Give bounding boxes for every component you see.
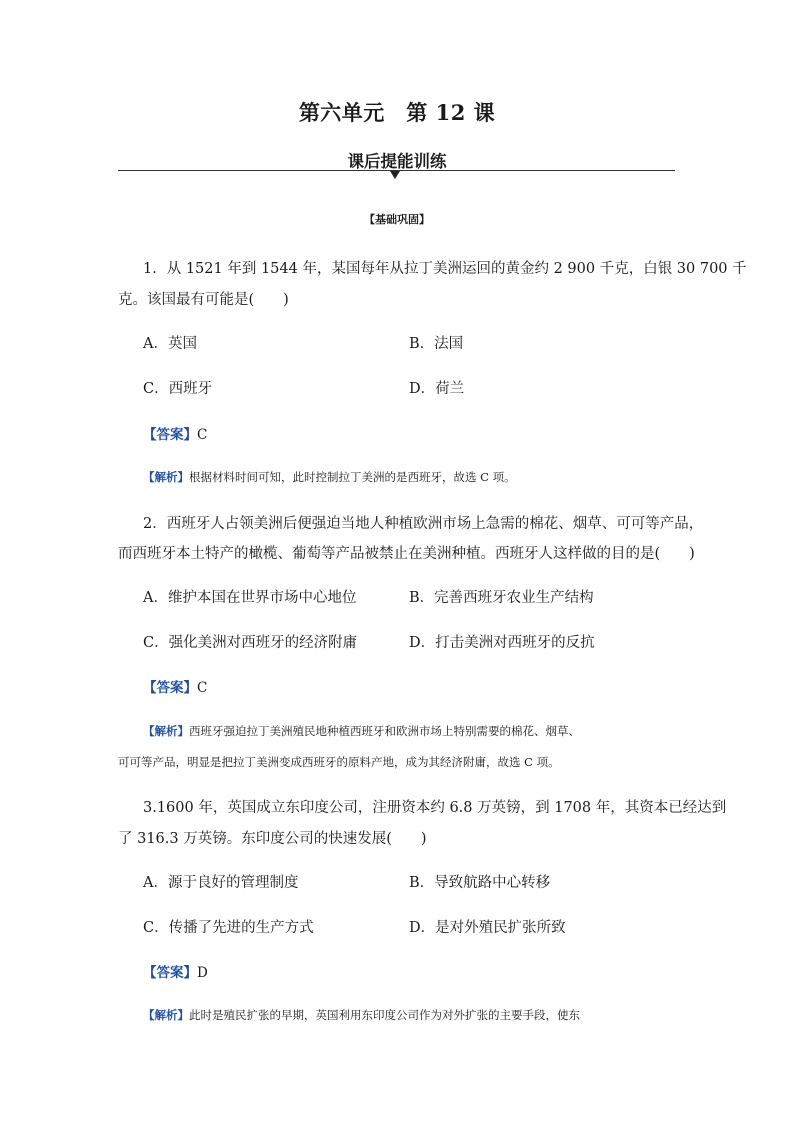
question-1-stem-line-1: 1．从 1521 年到 1544 年，某国每年从拉丁美洲运回的黄金约 2 900 千克，白银 30 700 千 <box>143 261 747 277</box>
question-3-analysis-line-1 <box>143 1007 580 1023</box>
question-1-analysis <box>143 469 516 485</box>
question-3-stem-line-1: 3.1600 年，英国成立东印度公司，注册资本约 6.8 万英镑，到 1708 年，其资本已经达到 <box>143 800 727 816</box>
analysis-text: 西班牙强迫拉丁美洲殖民地种植西班牙和欧洲市场上特别需要的棉花、烟草、 <box>189 724 580 738</box>
question-2-option-a: A．维护本国在世界市场中心地位 <box>143 590 357 606</box>
analysis-text: 根据材料时间可知，此时控制拉丁美洲的是西班牙，故选 C 项。 <box>189 470 516 484</box>
analysis-text: 此时是殖民扩张的早期，英国利用东印度公司作为对外扩张的主要手段，使东 <box>189 1008 580 1022</box>
question-2-stem-line-2: 而西班牙本土特产的橄榄、葡萄等产品被禁止在美洲种植。西班牙人这样做的目的是( ) <box>118 546 695 562</box>
question-2-option-c: C．强化美洲对西班牙的经济附庸 <box>143 635 358 651</box>
question-3-answer <box>143 961 208 981</box>
question-3-option-c: C．传播了先进的生产方式 <box>143 920 314 936</box>
analysis-label: 【解析】 <box>143 470 189 484</box>
question-2-analysis-line-2: 可可等产品，明显是把拉丁美洲变成西班牙的原料产地，成为其经济附庸，故选 C 项。 <box>118 755 560 769</box>
analysis-label: 【解析】 <box>143 1008 189 1022</box>
question-1-option-c: C．西班牙 <box>143 381 213 397</box>
question-2-stem-line-1: 2．西班牙人占领美洲后便强迫当地人种植欧洲市场上急需的棉花、烟草、可可等产品， <box>143 516 704 532</box>
answer-label: 【答案】 <box>143 680 197 696</box>
question-3-option-b: B．导致航路中心转移 <box>409 875 551 891</box>
section-heading: 【基础巩固】 <box>364 213 430 226</box>
answer-value: C <box>197 680 208 696</box>
question-2-option-d: D．打击美洲对西班牙的反抗 <box>409 635 595 651</box>
question-3-option-a: A．源于良好的管理制度 <box>143 875 299 891</box>
question-2-analysis-line-1 <box>143 723 580 739</box>
question-3-stem-line-2: 了 316.3 万英镑。东印度公司的快速发展( ) <box>118 831 427 847</box>
answer-label: 【答案】 <box>143 965 197 981</box>
question-1-answer <box>143 423 207 443</box>
question-1-option-a: A．英国 <box>143 336 197 352</box>
question-1-option-d: D．荷兰 <box>409 381 465 397</box>
answer-value: D <box>197 965 208 981</box>
page-title: 第六单元 第 12 课 <box>298 100 496 125</box>
question-2-option-b: B．完善西班牙农业生产结构 <box>409 590 594 606</box>
question-1-stem-line-2: 克。该国最有可能是( ) <box>118 292 289 308</box>
page-subtitle: 课后提能训练 <box>347 152 447 171</box>
question-3-option-d: D．是对外殖民扩张所致 <box>409 920 566 936</box>
question-2-answer <box>143 676 207 696</box>
analysis-label: 【解析】 <box>143 724 189 738</box>
answer-value: C <box>197 427 208 443</box>
divider-triangle-icon <box>390 171 400 179</box>
question-1-option-b: B．法国 <box>409 336 464 352</box>
answer-label: 【答案】 <box>143 427 197 443</box>
